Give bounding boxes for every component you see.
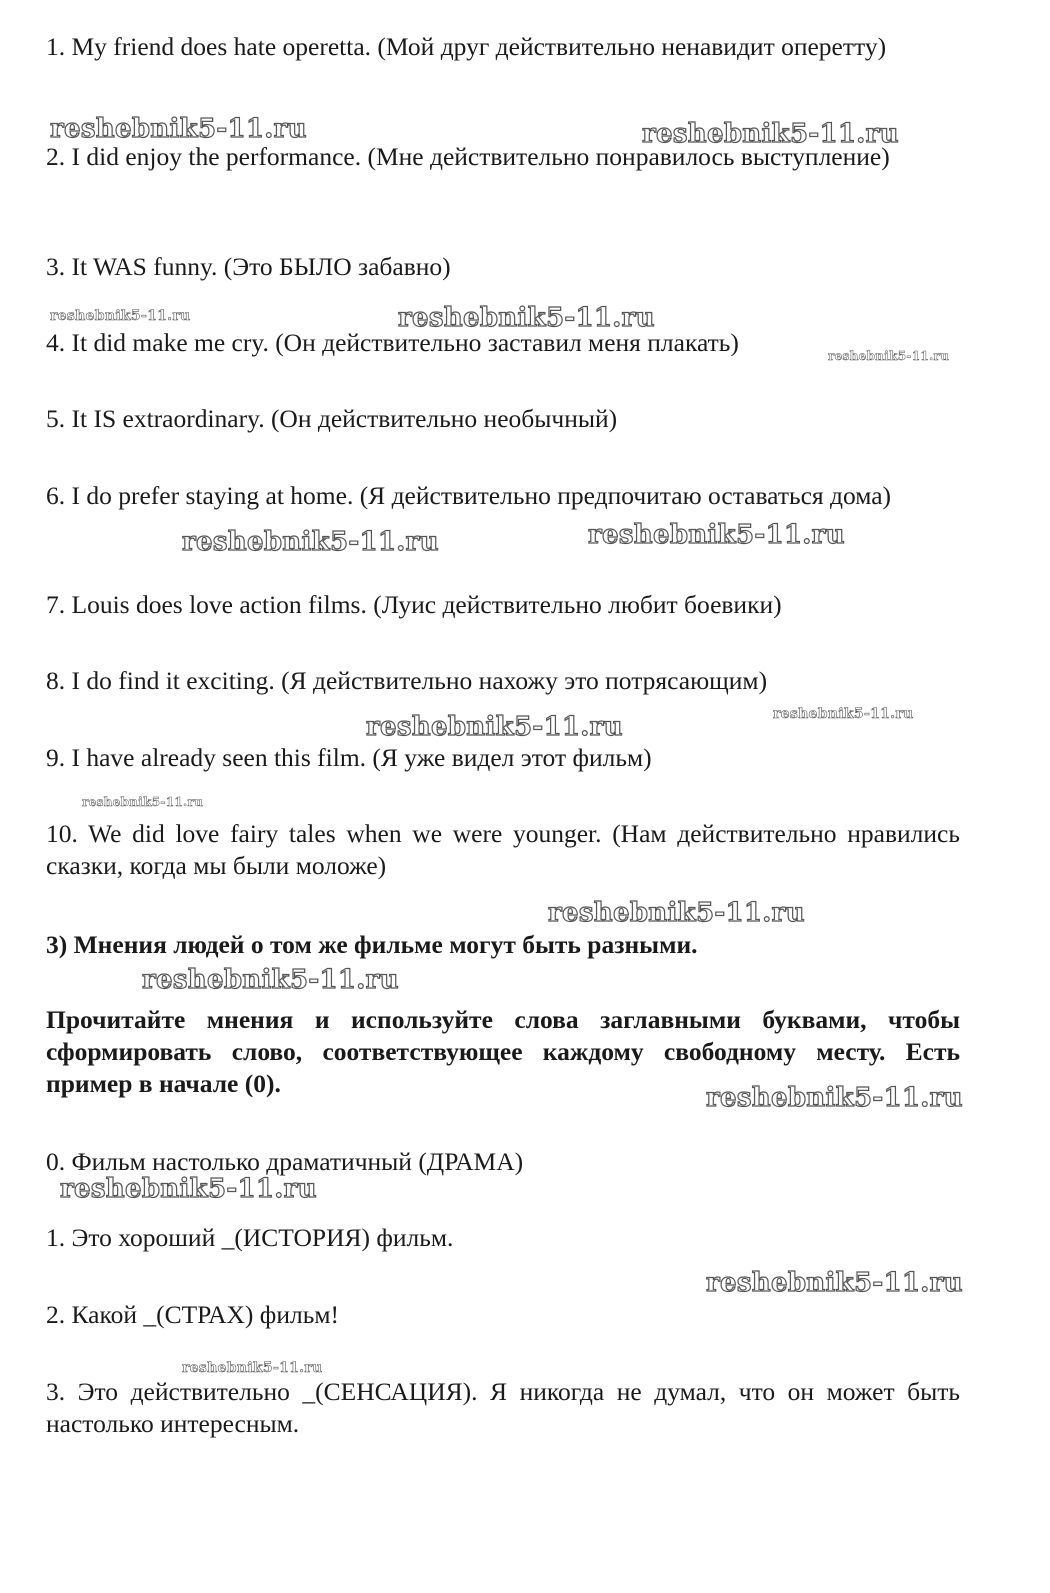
sentence-8: 8. I do find it exciting. (Я действительно нахожу это потрясающим)	[46, 666, 768, 695]
task-3: 3. Это действительно _(СЕНСАЦИЯ). Я никогда не думал, что он может быть настолько интересным.	[46, 1377, 960, 1438]
sentence-7: 7. Louis does love action films. (Луис действительно любит боевики)	[46, 590, 782, 619]
watermark: reshebnik5-11.ru	[182, 1360, 323, 1376]
watermark: reshebnik5-11.ru	[182, 527, 439, 557]
task-1: 1. Это хороший _(ИСТОРИЯ) фильм.	[46, 1223, 454, 1252]
watermark: reshebnik5-11.ru	[366, 712, 623, 742]
watermark: reshebnik5-11.ru	[82, 795, 204, 809]
watermark: reshebnik5-11.ru	[50, 114, 307, 144]
watermark: reshebnik5-11.ru	[773, 706, 914, 722]
task-0: 0. Фильм настолько драматичный (ДРАМА)	[46, 1147, 524, 1176]
sentence-5: 5. It IS extraordinary. (Он действительно необычный)	[46, 404, 618, 433]
watermark: reshebnik5-11.ru	[828, 349, 950, 363]
watermark: reshebnik5-11.ru	[60, 1174, 317, 1204]
sentence-9: 9. I have already seen this film. (Я уже видел этот фильм)	[46, 743, 652, 772]
watermark: reshebnik5-11.ru	[642, 119, 899, 149]
sentence-10: 10. We did love fairy tales when we were younger. (Нам действительно нравились сказки, когда мы были моложе)	[46, 819, 960, 880]
watermark: reshebnik5-11.ru	[706, 1083, 963, 1113]
sentence-2: 2. I did enjoy the performance. (Мне действительно понравилось выступление)	[46, 142, 890, 171]
sentence-1: 1. My friend does hate operetta. (Мой друг действительно ненавидит оперетту)	[46, 32, 887, 61]
sentence-6: 6. I do prefer staying at home. (Я действительно предпочитаю оставаться дома)	[46, 481, 892, 510]
sentence-4: 4. It did make me cry. (Он действительно заставил меня плакать)	[46, 328, 739, 357]
watermark: reshebnik5-11.ru	[50, 308, 191, 324]
section-instruction: Прочитайте мнения и используйте слова заглавными буквами, чтобы сформировать слово, соответствующее каждому свободному месту. Есть пример в начале (0).	[46, 1005, 960, 1098]
watermark: reshebnik5-11.ru	[548, 898, 805, 928]
watermark: reshebnik5-11.ru	[706, 1268, 963, 1298]
task-2: 2. Какой _(СТРАХ) фильм!	[46, 1300, 339, 1329]
watermark: reshebnik5-11.ru	[142, 965, 399, 995]
watermark: reshebnik5-11.ru	[398, 303, 655, 333]
section-heading: 3) Мнения людей о том же фильме могут быть разными.	[46, 930, 698, 959]
sentence-3: 3. It WAS funny. (Это БЫЛО забавно)	[46, 252, 451, 281]
watermark: reshebnik5-11.ru	[588, 520, 845, 550]
